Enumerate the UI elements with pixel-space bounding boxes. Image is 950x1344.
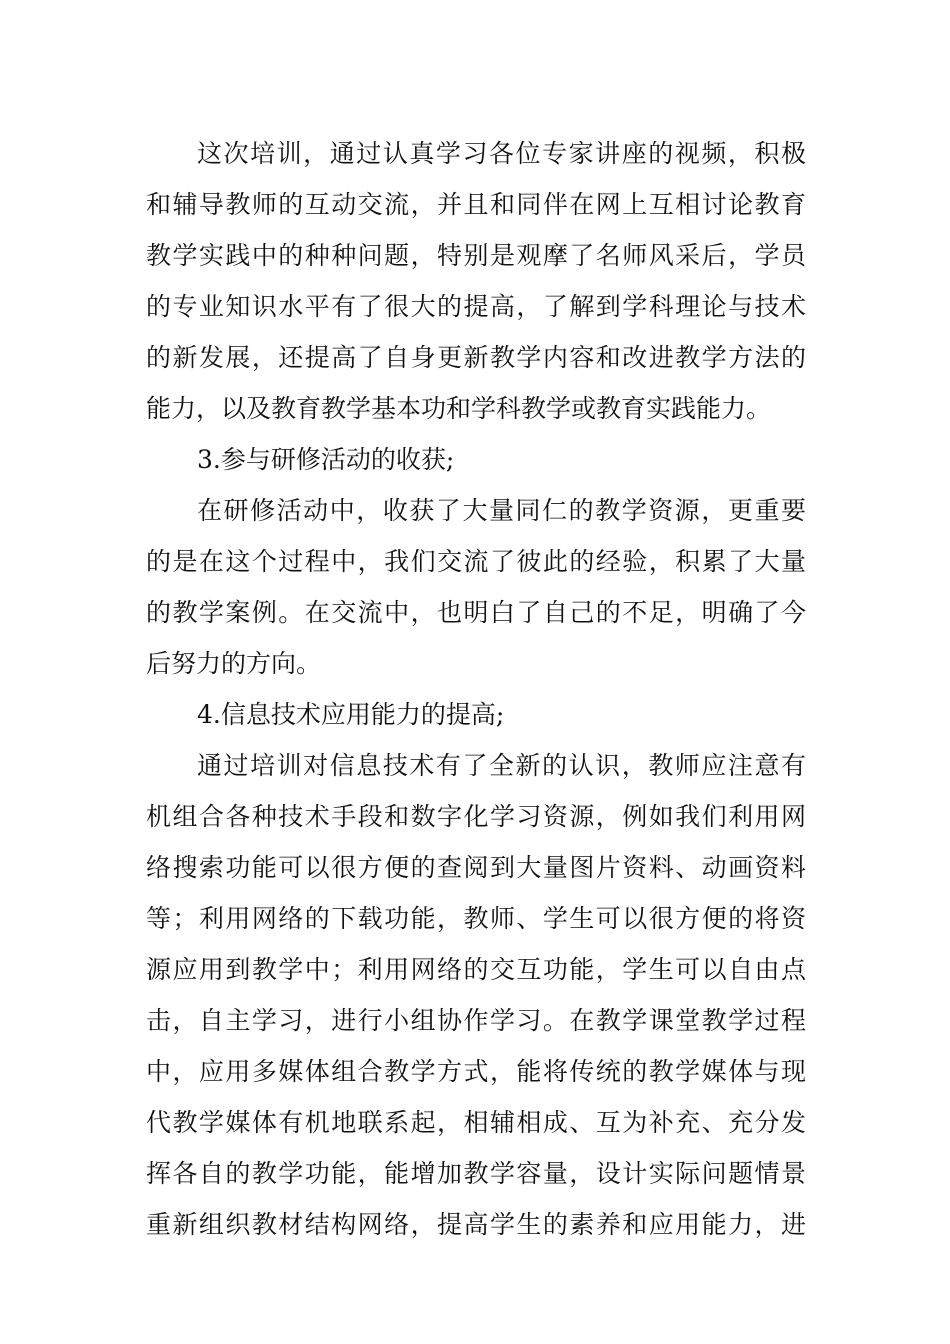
paragraph-line: 能力，以及教育教学基本功和学科教学或教育实践能力。 xyxy=(146,394,772,423)
document-body xyxy=(146,128,806,1250)
section-heading-3: 3.参与研修活动的收获; xyxy=(197,445,455,474)
paragraph-line: 击，自主学习，进行小组协作学习。在教学课堂教学过程 xyxy=(146,1006,806,1035)
paragraph-line: 中，应用多媒体组合教学方式，能将传统的教学媒体与现 xyxy=(146,1057,806,1086)
paragraph-line: 在研修活动中，收获了大量同仁的教学资源，更重要 xyxy=(197,496,806,525)
paragraph-line: 等；利用网络的下载功能，教师、学生可以很方便的将资 xyxy=(146,904,806,933)
paragraph-line: 挥各自的教学功能，能增加教学容量，设计实际问题情景 xyxy=(146,1159,806,1188)
paragraph-3 xyxy=(146,740,806,1250)
paragraph-line: 源应用到教学中；利用网络的交互功能，学生可以自由点 xyxy=(146,955,806,984)
paragraph-line: 的是在这个过程中，我们交流了彼此的经验，积累了大量 xyxy=(146,547,806,576)
paragraph-line: 的教学案例。在交流中，也明白了自己的不足，明确了今 xyxy=(146,598,806,627)
section-heading-4: 4.信息技术应用能力的提高; xyxy=(197,700,505,729)
paragraph-line: 代教学媒体有机地联系起，相辅相成、互为补充、充分发 xyxy=(146,1108,806,1137)
paragraph-line: 机组合各种技术手段和数字化学习资源，例如我们利用网 xyxy=(146,802,806,831)
paragraph-line: 重新组织教材结构网络，提高学生的素养和应用能力，进 xyxy=(146,1210,806,1239)
paragraph-line: 的专业知识水平有了很大的提高，了解到学科理论与技术 xyxy=(146,292,806,321)
paragraph-1 xyxy=(146,128,806,434)
paragraph-line: 后努力的方向。 xyxy=(146,649,322,678)
paragraph-2 xyxy=(146,485,806,689)
paragraph-line: 通过培训对信息技术有了全新的认识，教师应注意有 xyxy=(197,751,806,780)
paragraph-line: 络搜索功能可以很方便的查阅到大量图片资料、动画资料 xyxy=(146,853,806,882)
paragraph-line: 的新发展，还提高了自身更新教学内容和改进教学方法的 xyxy=(146,343,806,372)
paragraph-line: 这次培训，通过认真学习各位专家讲座的视频，积极 xyxy=(197,139,806,168)
paragraph-line: 教学实践中的种种问题，特别是观摩了名师风采后，学员 xyxy=(146,241,806,270)
paragraph-line: 和辅导教师的互动交流，并且和同伴在网上互相讨论教育 xyxy=(146,190,806,219)
